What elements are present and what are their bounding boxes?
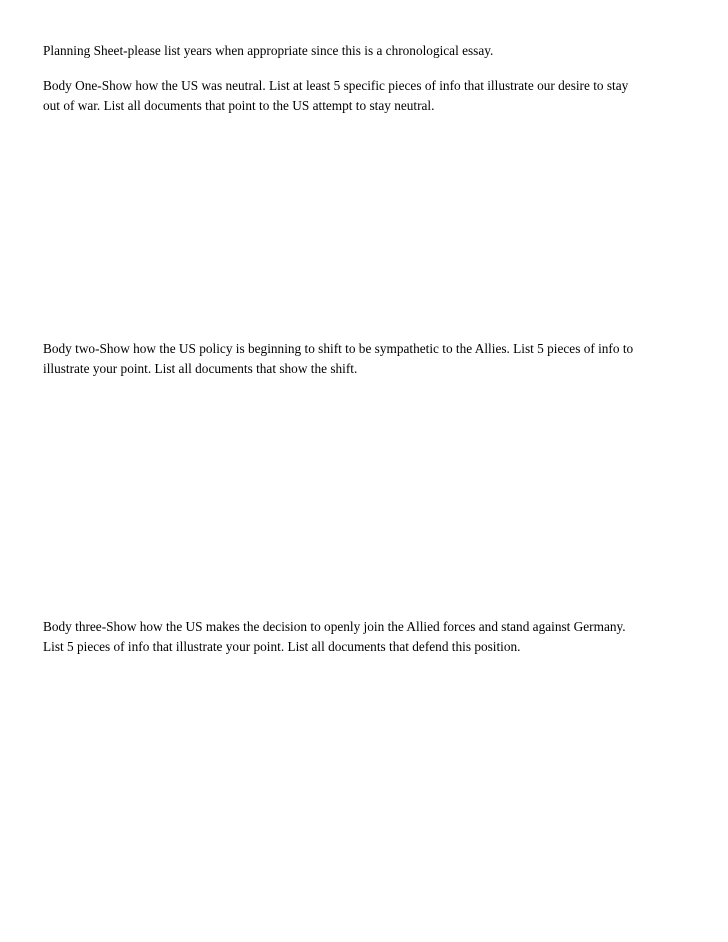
body-three-prompt <box>43 617 693 656</box>
body-two-prompt <box>43 339 693 378</box>
planning-sheet-instructions <box>43 41 693 61</box>
header-line-1: Planning Sheet-please list years when appropriate since this is a chronological essay. <box>43 43 494 58</box>
body-two-line-1: Body two-Show how the US policy is beginning to shift to be sympathetic to the Allies. List 5 pieces of info to <box>43 341 634 356</box>
body-three-line-1: Body three-Show how the US makes the decision to openly join the Allied forces and stand against Germany. <box>43 619 626 634</box>
body-two-line-2: illustrate your point. List all documents that show the shift. <box>43 360 358 376</box>
body-one-line-1: Body One-Show how the US was neutral. List at least 5 specific pieces of info that illustrate our desire to stay <box>43 78 629 93</box>
body-one-line-2: out of war. List all documents that point to the US attempt to stay neutral. <box>43 97 435 113</box>
body-three-line-2: List 5 pieces of info that illustrate your point. List all documents that defend this position. <box>43 638 521 654</box>
body-one-prompt <box>43 76 693 115</box>
